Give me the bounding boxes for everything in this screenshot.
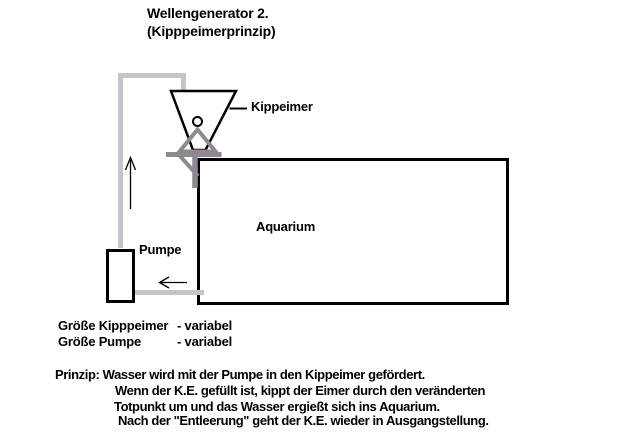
pump-label: Pumpe	[139, 242, 182, 257]
aquarium-label: Aquarium	[256, 219, 316, 234]
spec-label: Größe Kipppeimer	[58, 318, 169, 333]
principle-line: Totpunkt um und das Wasser ergießt sich ins Aquarium.	[114, 399, 440, 414]
pivot-circle	[193, 117, 202, 126]
principle-line: Prinzip: Wasser wird mit der Pumpe in den Kippeimer gefördert.	[55, 367, 425, 382]
tilting-bucket	[171, 91, 236, 150]
spec-value: - variabel	[177, 334, 233, 349]
principle-line: Wenn der K.E. gefüllt ist, kippt der Eimer durch den veränderten	[115, 383, 486, 398]
spec-value: - variabel	[177, 318, 233, 333]
flow-left-arrow	[160, 277, 188, 288]
principle-line: Nach der "Entleerung" geht der K.E. wieder in Ausgangstellung.	[118, 413, 489, 428]
page-title: Wellengenerator 2.	[147, 5, 269, 21]
aquarium-tank	[199, 160, 508, 304]
pump-box	[108, 251, 134, 302]
page-subtitle: (Kipppeimerprinzip)	[147, 23, 276, 39]
kippeimer-label: Kippeimer	[251, 99, 313, 114]
spec-label: Größe Pumpe	[58, 334, 142, 349]
flow-up-arrow	[126, 158, 136, 210]
